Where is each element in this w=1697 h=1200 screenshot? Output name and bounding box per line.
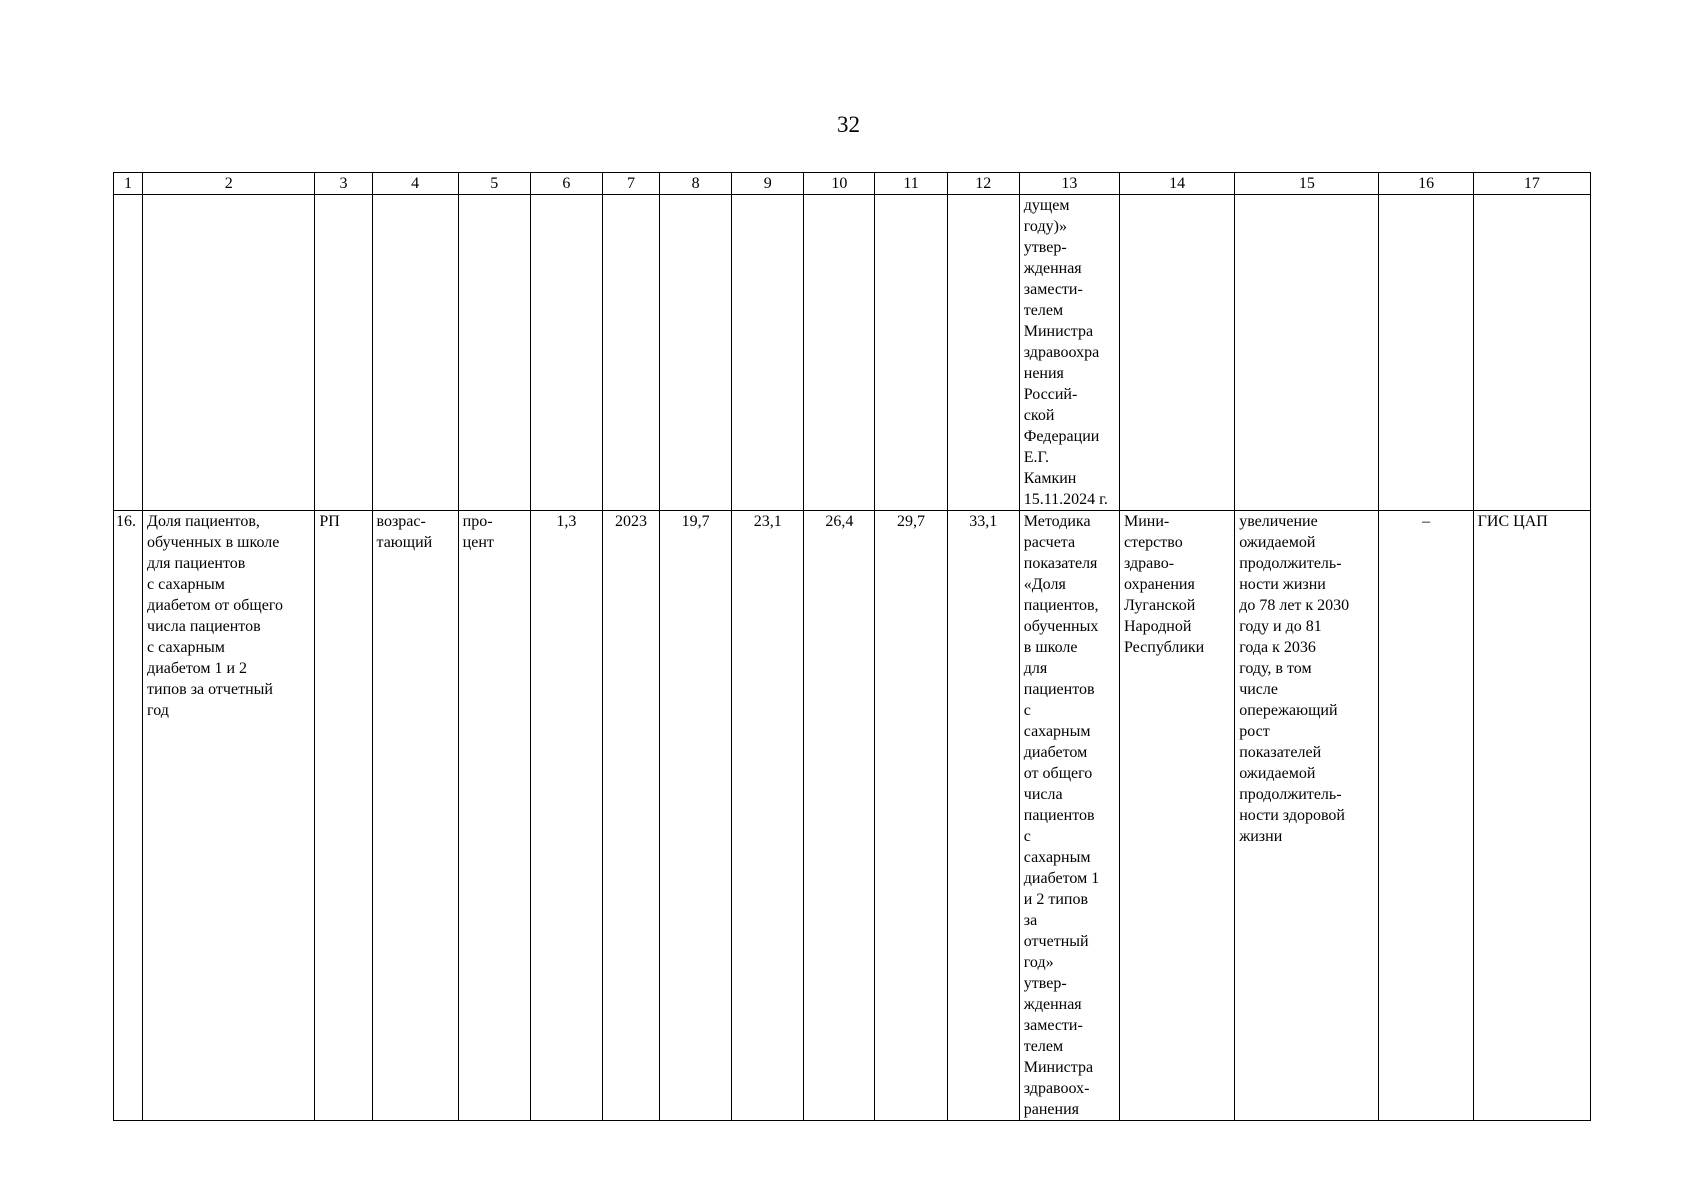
indicators-table	[113, 172, 1591, 1121]
continuation-row	[114, 195, 1591, 511]
page-number: 32	[837, 112, 860, 137]
header-cell: 15	[1235, 173, 1379, 195]
header-cell: 14	[1119, 173, 1234, 195]
responsible-cell: Мини- стерство здраво- охранения Луганской Народной Республики	[1119, 511, 1234, 1121]
header-cell: 17	[1473, 173, 1590, 195]
header-cell: 7	[602, 173, 659, 195]
header-cell: 8	[660, 173, 732, 195]
base-value-cell: 1,3	[530, 511, 602, 1121]
empty-cell	[1473, 195, 1590, 511]
empty-cell	[458, 195, 530, 511]
header-cell: 2	[143, 173, 315, 195]
empty-cell	[947, 195, 1019, 511]
empty-cell	[315, 195, 372, 511]
base-year-cell: 2023	[602, 511, 659, 1121]
empty-cell	[875, 195, 947, 511]
empty-cell	[660, 195, 732, 511]
value-cell-8: 19,7	[660, 511, 732, 1121]
empty-cell	[372, 195, 458, 511]
method-continuation-cell: дущем году)» утвер- жденная замести- телем Министра здравоохра нения Россий- ской Федерации Е.Г. Камкин 15.11.2024 г.	[1019, 195, 1119, 511]
empty-cell	[1119, 195, 1234, 511]
header-cell: 4	[372, 173, 458, 195]
value-cell-11: 29,7	[875, 511, 947, 1121]
empty-cell	[602, 195, 659, 511]
goal-link-cell: увеличение ожидаемой продолжитель- ности жизни до 78 лет к 2030 году и до 81 года к 2036 году, в том числе опережающий рост показателей ожидаемой продолжитель- ности здоровой жизни	[1235, 511, 1379, 1121]
unit-cell: про- цент	[458, 511, 530, 1121]
level-cell: РП	[315, 511, 372, 1121]
empty-cell	[732, 195, 804, 511]
header-cell: 12	[947, 173, 1019, 195]
information-system-cell: ГИС ЦАП	[1473, 511, 1590, 1121]
indicator-name-cell: Доля пациентов, обученных в школе для пациентов с сахарным диабетом от общего числа пациентов с сахарным диабетом 1 и 2 типов за отчетный год	[143, 511, 315, 1121]
header-cell: 13	[1019, 173, 1119, 195]
method-cell: Методика расчета показателя «Доля пациентов, обученных в школе для пациентов с сахарным диабетом от общего числа пациентов с сахарным диабетом 1 и 2 типов за отчетный год» утвер- жденная замести- телем Министра здравоох- ранения	[1019, 511, 1119, 1121]
header-cell: 6	[530, 173, 602, 195]
value-cell-10: 26,4	[804, 511, 875, 1121]
header-cell: 16	[1379, 173, 1473, 195]
empty-cell	[804, 195, 875, 511]
empty-cell	[1379, 195, 1473, 511]
value-cell-12: 33,1	[947, 511, 1019, 1121]
direction-cell: возрас- тающий	[372, 511, 458, 1121]
empty-cell	[530, 195, 602, 511]
header-cell: 5	[458, 173, 530, 195]
header-cell: 9	[732, 173, 804, 195]
header-cell: 10	[804, 173, 875, 195]
empty-cell	[143, 195, 315, 511]
header-cell: 3	[315, 173, 372, 195]
empty-cell	[1235, 195, 1379, 511]
table-row	[114, 511, 1591, 1121]
table-header-row	[114, 173, 1591, 195]
header-cell: 1	[114, 173, 143, 195]
dash-cell: –	[1379, 511, 1473, 1121]
value-cell-9: 23,1	[732, 511, 804, 1121]
empty-cell	[114, 195, 143, 511]
row-number-cell: 16.	[114, 511, 143, 1121]
header-cell: 11	[875, 173, 947, 195]
